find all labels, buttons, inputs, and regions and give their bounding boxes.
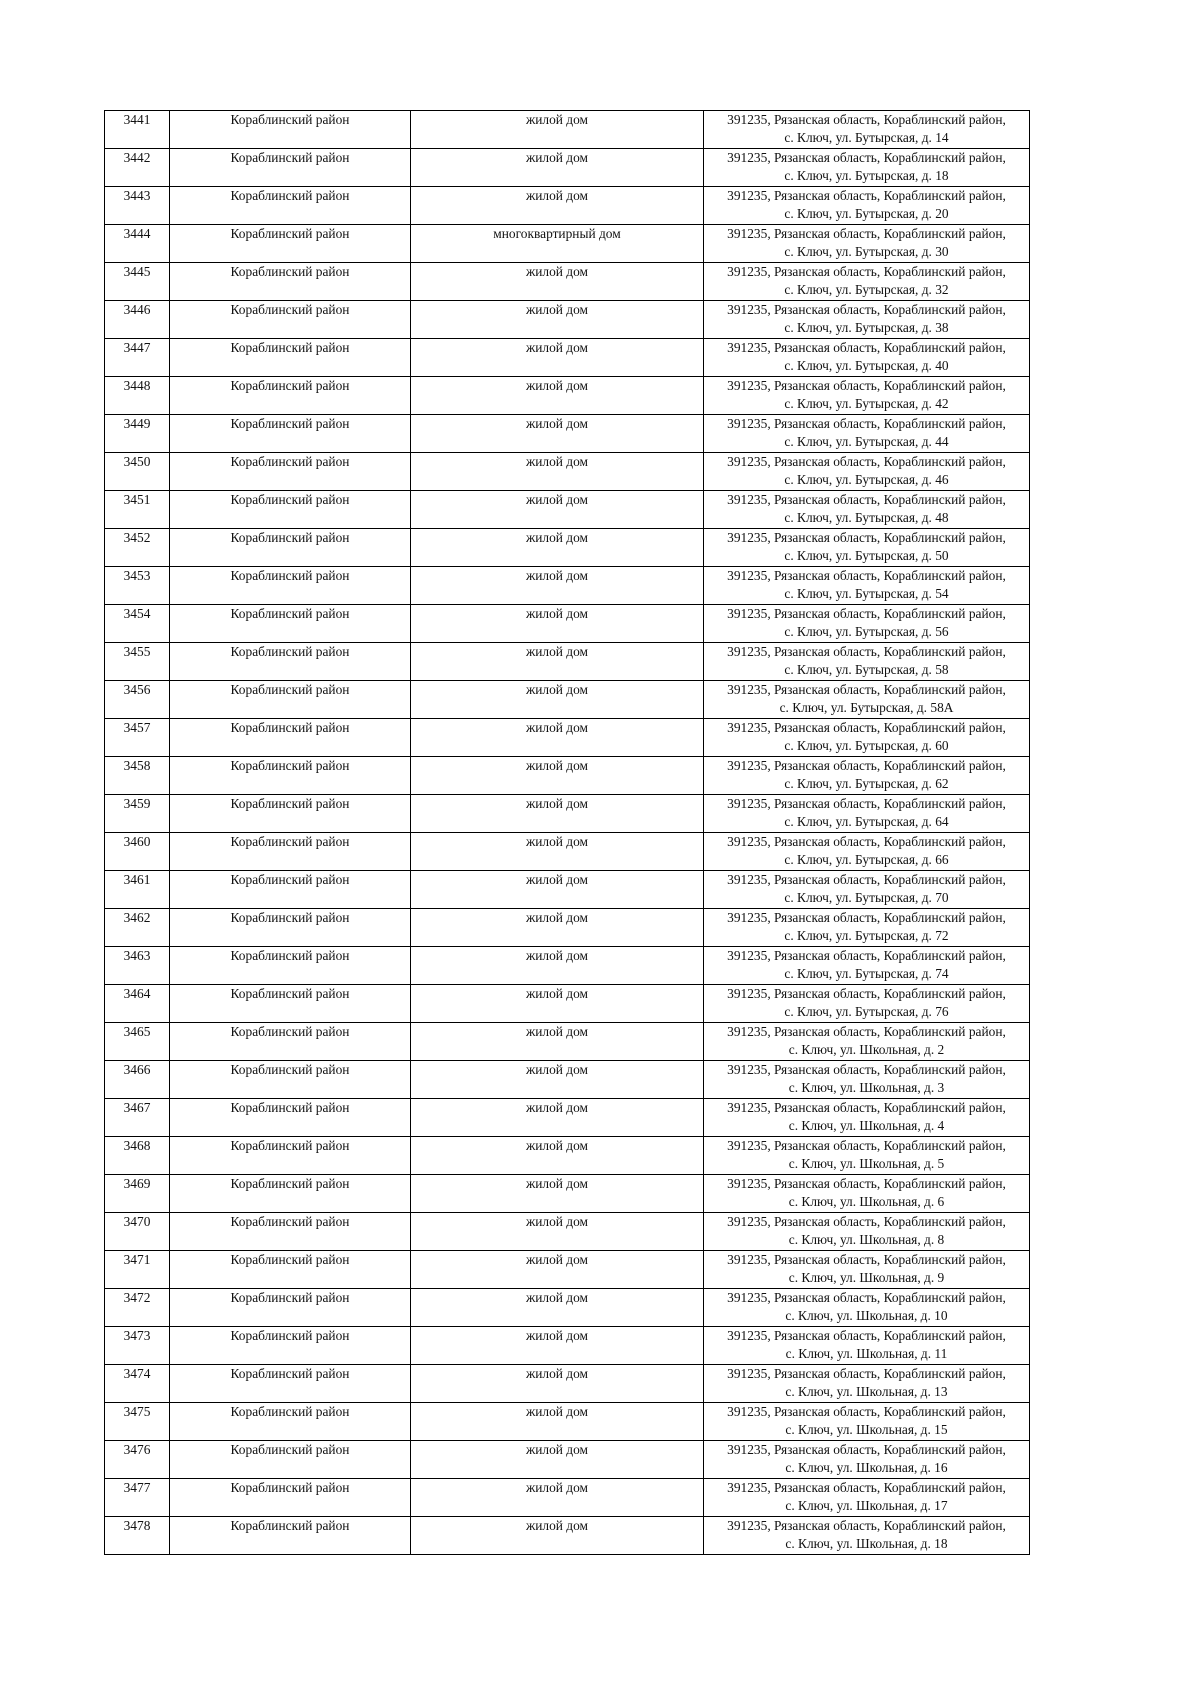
row-building-type: жилой дом (411, 719, 704, 757)
row-district: Кораблинский район (170, 909, 411, 947)
table-row (105, 1327, 1030, 1365)
row-district: Кораблинский район (170, 149, 411, 187)
table-row (105, 187, 1030, 225)
row-address-line-1: 391235, Рязанская область, Кораблинский район, (727, 340, 1006, 355)
row-address-line-1: 391235, Рязанская область, Кораблинский район, (727, 150, 1006, 165)
row-address (704, 377, 1030, 415)
row-address-line-1: 391235, Рязанская область, Кораблинский район, (727, 682, 1006, 697)
row-number: 3462 (105, 909, 170, 947)
row-district: Кораблинский район (170, 1175, 411, 1213)
row-address (704, 1137, 1030, 1175)
row-address-line-2: с. Ключ, ул. Бутырская, д. 56 (784, 624, 949, 639)
row-address-line-1: 391235, Рязанская область, Кораблинский район, (727, 986, 1006, 1001)
table-row (105, 681, 1030, 719)
row-address-line-2: с. Ключ, ул. Школьная, д. 8 (788, 1232, 945, 1247)
row-address-line-2: с. Ключ, ул. Бутырская, д. 70 (784, 890, 949, 905)
row-number: 3456 (105, 681, 170, 719)
row-address-line-2: с. Ключ, ул. Школьная, д. 3 (788, 1080, 945, 1095)
row-address-line-2: с. Ключ, ул. Бутырская, д. 42 (784, 396, 949, 411)
row-building-type: жилой дом (411, 1289, 704, 1327)
row-district: Кораблинский район (170, 1251, 411, 1289)
row-address-line-2: с. Ключ, ул. Бутырская, д. 60 (784, 738, 949, 753)
table-row (105, 339, 1030, 377)
row-address (704, 1251, 1030, 1289)
row-address (704, 301, 1030, 339)
row-number: 3478 (105, 1517, 170, 1555)
row-address-line-1: 391235, Рязанская область, Кораблинский район, (727, 530, 1006, 545)
table-row (105, 225, 1030, 263)
row-address-line-2: с. Ключ, ул. Бутырская, д. 46 (784, 472, 949, 487)
row-building-type: жилой дом (411, 1023, 704, 1061)
row-number: 3457 (105, 719, 170, 757)
table-row (105, 947, 1030, 985)
row-address-line-1: 391235, Рязанская область, Кораблинский район, (727, 1024, 1006, 1039)
table-row (105, 605, 1030, 643)
row-address-line-1: 391235, Рязанская область, Кораблинский район, (727, 834, 1006, 849)
row-address (704, 909, 1030, 947)
table-row (105, 719, 1030, 757)
row-building-type: жилой дом (411, 339, 704, 377)
housing-registry-table (104, 110, 1030, 1555)
row-number: 3461 (105, 871, 170, 909)
table-row (105, 1479, 1030, 1517)
table-row (105, 757, 1030, 795)
row-address-line-2: с. Ключ, ул. Бутырская, д. 32 (784, 282, 949, 297)
row-address-line-2: с. Ключ, ул. Школьная, д. 2 (788, 1042, 945, 1057)
row-address-line-1: 391235, Рязанская область, Кораблинский район, (727, 948, 1006, 963)
row-building-type: жилой дом (411, 1441, 704, 1479)
table-row (105, 795, 1030, 833)
row-building-type: жилой дом (411, 1137, 704, 1175)
row-address-line-2: с. Ключ, ул. Бутырская, д. 54 (784, 586, 949, 601)
table-row (105, 1403, 1030, 1441)
row-building-type: жилой дом (411, 1517, 704, 1555)
row-address-line-1: 391235, Рязанская область, Кораблинский район, (727, 264, 1006, 279)
row-building-type: жилой дом (411, 377, 704, 415)
row-address-line-2: с. Ключ, ул. Бутырская, д. 72 (784, 928, 949, 943)
row-number: 3473 (105, 1327, 170, 1365)
row-number: 3445 (105, 263, 170, 301)
row-address-line-2: с. Ключ, ул. Бутырская, д. 14 (784, 130, 949, 145)
row-address (704, 453, 1030, 491)
row-district: Кораблинский район (170, 833, 411, 871)
row-building-type: жилой дом (411, 681, 704, 719)
row-address-line-2: с. Ключ, ул. Бутырская, д. 58 (784, 662, 949, 677)
table-row (105, 567, 1030, 605)
table-row (105, 833, 1030, 871)
row-address-line-2: с. Ключ, ул. Школьная, д. 11 (785, 1346, 948, 1361)
row-district: Кораблинский район (170, 1441, 411, 1479)
row-address (704, 529, 1030, 567)
row-number: 3475 (105, 1403, 170, 1441)
table-row (105, 377, 1030, 415)
row-number: 3444 (105, 225, 170, 263)
row-address (704, 263, 1030, 301)
row-number: 3460 (105, 833, 170, 871)
row-address (704, 415, 1030, 453)
row-district: Кораблинский район (170, 453, 411, 491)
row-address (704, 187, 1030, 225)
row-address-line-2: с. Ключ, ул. Бутырская, д. 44 (784, 434, 949, 449)
table-row (105, 415, 1030, 453)
row-building-type: жилой дом (411, 1061, 704, 1099)
row-building-type: жилой дом (411, 1099, 704, 1137)
row-number: 3472 (105, 1289, 170, 1327)
row-address-line-2: с. Ключ, ул. Школьная, д. 15 (785, 1422, 948, 1437)
table-row (105, 1175, 1030, 1213)
table-row (105, 909, 1030, 947)
row-number: 3463 (105, 947, 170, 985)
row-building-type: жилой дом (411, 453, 704, 491)
row-address-line-1: 391235, Рязанская область, Кораблинский район, (727, 1176, 1006, 1191)
row-address-line-1: 391235, Рязанская область, Кораблинский район, (727, 1518, 1006, 1533)
row-district: Кораблинский район (170, 985, 411, 1023)
registry-table-body (105, 111, 1030, 1555)
row-address-line-1: 391235, Рязанская область, Кораблинский район, (727, 1442, 1006, 1457)
row-address-line-1: 391235, Рязанская область, Кораблинский район, (727, 378, 1006, 393)
row-building-type: жилой дом (411, 643, 704, 681)
row-building-type: жилой дом (411, 1479, 704, 1517)
row-address (704, 681, 1030, 719)
table-row (105, 529, 1030, 567)
row-district: Кораблинский район (170, 681, 411, 719)
row-number: 3465 (105, 1023, 170, 1061)
row-district: Кораблинский район (170, 1479, 411, 1517)
table-row (105, 301, 1030, 339)
table-row (105, 643, 1030, 681)
row-building-type: жилой дом (411, 871, 704, 909)
table-row (105, 1213, 1030, 1251)
row-address-line-1: 391235, Рязанская область, Кораблинский район, (727, 1404, 1006, 1419)
row-building-type: жилой дом (411, 909, 704, 947)
row-address-line-2: с. Ключ, ул. Бутырская, д. 58А (779, 700, 954, 715)
row-address-line-1: 391235, Рязанская область, Кораблинский район, (727, 416, 1006, 431)
row-number: 3443 (105, 187, 170, 225)
table-row (105, 263, 1030, 301)
row-building-type: жилой дом (411, 415, 704, 453)
row-number: 3452 (105, 529, 170, 567)
row-district: Кораблинский район (170, 1365, 411, 1403)
table-row (105, 149, 1030, 187)
row-address-line-1: 391235, Рязанская область, Кораблинский район, (727, 606, 1006, 621)
row-number: 3477 (105, 1479, 170, 1517)
table-row (105, 111, 1030, 149)
row-address (704, 1061, 1030, 1099)
row-district: Кораблинский район (170, 339, 411, 377)
row-building-type: жилой дом (411, 795, 704, 833)
row-address (704, 985, 1030, 1023)
table-row (105, 1441, 1030, 1479)
row-address (704, 757, 1030, 795)
row-district: Кораблинский район (170, 1099, 411, 1137)
row-district: Кораблинский район (170, 1289, 411, 1327)
table-row (105, 1289, 1030, 1327)
row-number: 3466 (105, 1061, 170, 1099)
row-address (704, 719, 1030, 757)
row-building-type: жилой дом (411, 263, 704, 301)
row-number: 3455 (105, 643, 170, 681)
row-district: Кораблинский район (170, 1403, 411, 1441)
row-address (704, 149, 1030, 187)
row-building-type: жилой дом (411, 301, 704, 339)
row-address-line-2: с. Ключ, ул. Школьная, д. 13 (785, 1384, 948, 1399)
row-address-line-2: с. Ключ, ул. Бутырская, д. 50 (784, 548, 949, 563)
row-address-line-1: 391235, Рязанская область, Кораблинский район, (727, 454, 1006, 469)
row-address-line-1: 391235, Рязанская область, Кораблинский район, (727, 1100, 1006, 1115)
row-address-line-2: с. Ключ, ул. Школьная, д. 6 (788, 1194, 945, 1209)
row-address (704, 947, 1030, 985)
row-building-type: жилой дом (411, 1327, 704, 1365)
row-address (704, 833, 1030, 871)
row-address (704, 1479, 1030, 1517)
row-address (704, 111, 1030, 149)
row-address (704, 795, 1030, 833)
row-address-line-1: 391235, Рязанская область, Кораблинский район, (727, 1328, 1006, 1343)
row-address-line-1: 391235, Рязанская область, Кораблинский район, (727, 188, 1006, 203)
table-row (105, 491, 1030, 529)
row-building-type: жилой дом (411, 757, 704, 795)
row-address (704, 225, 1030, 263)
row-number: 3442 (105, 149, 170, 187)
row-address-line-2: с. Ключ, ул. Школьная, д. 9 (788, 1270, 945, 1285)
row-district: Кораблинский район (170, 871, 411, 909)
row-district: Кораблинский район (170, 795, 411, 833)
row-district: Кораблинский район (170, 757, 411, 795)
row-address-line-1: 391235, Рязанская область, Кораблинский район, (727, 568, 1006, 583)
row-building-type: жилой дом (411, 947, 704, 985)
table-row (105, 1023, 1030, 1061)
row-number: 3450 (105, 453, 170, 491)
row-address (704, 1213, 1030, 1251)
row-address-line-1: 391235, Рязанская область, Кораблинский район, (727, 1214, 1006, 1229)
row-number: 3441 (105, 111, 170, 149)
row-address-line-1: 391235, Рязанская область, Кораблинский район, (727, 1366, 1006, 1381)
row-building-type: жилой дом (411, 1251, 704, 1289)
row-address-line-2: с. Ключ, ул. Бутырская, д. 62 (784, 776, 949, 791)
row-address-line-2: с. Ключ, ул. Бутырская, д. 40 (784, 358, 949, 373)
row-address-line-1: 391235, Рязанская область, Кораблинский район, (727, 1062, 1006, 1077)
row-address (704, 605, 1030, 643)
row-number: 3446 (105, 301, 170, 339)
row-address-line-2: с. Ключ, ул. Бутырская, д. 30 (784, 244, 949, 259)
row-number: 3471 (105, 1251, 170, 1289)
row-number: 3454 (105, 605, 170, 643)
table-row (105, 453, 1030, 491)
row-building-type: жилой дом (411, 149, 704, 187)
row-address-line-1: 391235, Рязанская область, Кораблинский район, (727, 302, 1006, 317)
row-number: 3448 (105, 377, 170, 415)
row-address-line-1: 391235, Рязанская область, Кораблинский район, (727, 112, 1006, 127)
row-building-type: жилой дом (411, 111, 704, 149)
row-address (704, 1441, 1030, 1479)
row-address (704, 643, 1030, 681)
row-address (704, 1023, 1030, 1061)
row-address-line-2: с. Ключ, ул. Бутырская, д. 48 (784, 510, 949, 525)
table-row (105, 985, 1030, 1023)
row-address-line-2: с. Ключ, ул. Школьная, д. 18 (785, 1536, 948, 1551)
row-address (704, 491, 1030, 529)
row-address-line-2: с. Ключ, ул. Бутырская, д. 18 (784, 168, 949, 183)
table-row (105, 1517, 1030, 1555)
row-district: Кораблинский район (170, 1213, 411, 1251)
row-building-type: жилой дом (411, 1213, 704, 1251)
row-address-line-1: 391235, Рязанская область, Кораблинский район, (727, 226, 1006, 241)
row-address-line-1: 391235, Рязанская область, Кораблинский район, (727, 492, 1006, 507)
row-address-line-2: с. Ключ, ул. Школьная, д. 4 (788, 1118, 945, 1133)
row-address (704, 1175, 1030, 1213)
row-address-line-2: с. Ключ, ул. Бутырская, д. 38 (784, 320, 949, 335)
row-address (704, 1517, 1030, 1555)
row-building-type: жилой дом (411, 1175, 704, 1213)
row-address-line-2: с. Ключ, ул. Бутырская, д. 76 (784, 1004, 949, 1019)
table-row (105, 1099, 1030, 1137)
row-address-line-1: 391235, Рязанская область, Кораблинский район, (727, 872, 1006, 887)
row-district: Кораблинский район (170, 1023, 411, 1061)
table-row (105, 1251, 1030, 1289)
row-number: 3474 (105, 1365, 170, 1403)
row-number: 3458 (105, 757, 170, 795)
row-building-type: жилой дом (411, 1403, 704, 1441)
row-district: Кораблинский район (170, 1137, 411, 1175)
row-address-line-1: 391235, Рязанская область, Кораблинский район, (727, 1138, 1006, 1153)
row-number: 3469 (105, 1175, 170, 1213)
row-address-line-2: с. Ключ, ул. Бутырская, д. 74 (784, 966, 949, 981)
row-address-line-1: 391235, Рязанская область, Кораблинский район, (727, 796, 1006, 811)
row-district: Кораблинский район (170, 225, 411, 263)
row-address-line-2: с. Ключ, ул. Бутырская, д. 64 (784, 814, 949, 829)
table-row (105, 1137, 1030, 1175)
row-number: 3451 (105, 491, 170, 529)
row-building-type: жилой дом (411, 833, 704, 871)
row-address-line-2: с. Ключ, ул. Школьная, д. 5 (788, 1156, 945, 1171)
row-building-type: жилой дом (411, 1365, 704, 1403)
row-district: Кораблинский район (170, 529, 411, 567)
row-number: 3468 (105, 1137, 170, 1175)
row-building-type: жилой дом (411, 187, 704, 225)
row-address-line-1: 391235, Рязанская область, Кораблинский район, (727, 758, 1006, 773)
row-building-type: жилой дом (411, 491, 704, 529)
row-district: Кораблинский район (170, 567, 411, 605)
row-number: 3467 (105, 1099, 170, 1137)
row-district: Кораблинский район (170, 643, 411, 681)
table-row (105, 1365, 1030, 1403)
row-district: Кораблинский район (170, 377, 411, 415)
row-number: 3476 (105, 1441, 170, 1479)
row-district: Кораблинский район (170, 187, 411, 225)
row-address (704, 1365, 1030, 1403)
row-district: Кораблинский район (170, 605, 411, 643)
row-building-type: жилой дом (411, 529, 704, 567)
row-building-type: многоквартирный дом (411, 225, 704, 263)
row-district: Кораблинский район (170, 263, 411, 301)
row-address (704, 1327, 1030, 1365)
row-district: Кораблинский район (170, 719, 411, 757)
row-address-line-2: с. Ключ, ул. Школьная, д. 17 (785, 1498, 948, 1513)
row-address-line-2: с. Ключ, ул. Бутырская, д. 66 (784, 852, 949, 867)
table-row (105, 871, 1030, 909)
row-address (704, 339, 1030, 377)
row-building-type: жилой дом (411, 567, 704, 605)
row-address-line-2: с. Ключ, ул. Бутырская, д. 20 (784, 206, 949, 221)
row-address (704, 1403, 1030, 1441)
row-address-line-1: 391235, Рязанская область, Кораблинский район, (727, 1252, 1006, 1267)
row-number: 3459 (105, 795, 170, 833)
row-number: 3453 (105, 567, 170, 605)
row-number: 3449 (105, 415, 170, 453)
row-district: Кораблинский район (170, 491, 411, 529)
row-district: Кораблинский район (170, 1327, 411, 1365)
row-building-type: жилой дом (411, 605, 704, 643)
row-building-type: жилой дом (411, 985, 704, 1023)
row-address (704, 1099, 1030, 1137)
row-address (704, 567, 1030, 605)
row-address-line-1: 391235, Рязанская область, Кораблинский район, (727, 720, 1006, 735)
row-district: Кораблинский район (170, 111, 411, 149)
row-district: Кораблинский район (170, 1517, 411, 1555)
row-number: 3464 (105, 985, 170, 1023)
row-district: Кораблинский район (170, 301, 411, 339)
row-address-line-1: 391235, Рязанская область, Кораблинский район, (727, 1480, 1006, 1495)
row-address-line-2: с. Ключ, ул. Школьная, д. 16 (785, 1460, 948, 1475)
row-address-line-1: 391235, Рязанская область, Кораблинский район, (727, 1290, 1006, 1305)
row-district: Кораблинский район (170, 415, 411, 453)
row-district: Кораблинский район (170, 947, 411, 985)
table-row (105, 1061, 1030, 1099)
row-address-line-2: с. Ключ, ул. Школьная, д. 10 (785, 1308, 948, 1323)
row-address (704, 1289, 1030, 1327)
row-number: 3447 (105, 339, 170, 377)
row-district: Кораблинский район (170, 1061, 411, 1099)
row-number: 3470 (105, 1213, 170, 1251)
row-address (704, 871, 1030, 909)
row-address-line-1: 391235, Рязанская область, Кораблинский район, (727, 910, 1006, 925)
row-address-line-1: 391235, Рязанская область, Кораблинский район, (727, 644, 1006, 659)
